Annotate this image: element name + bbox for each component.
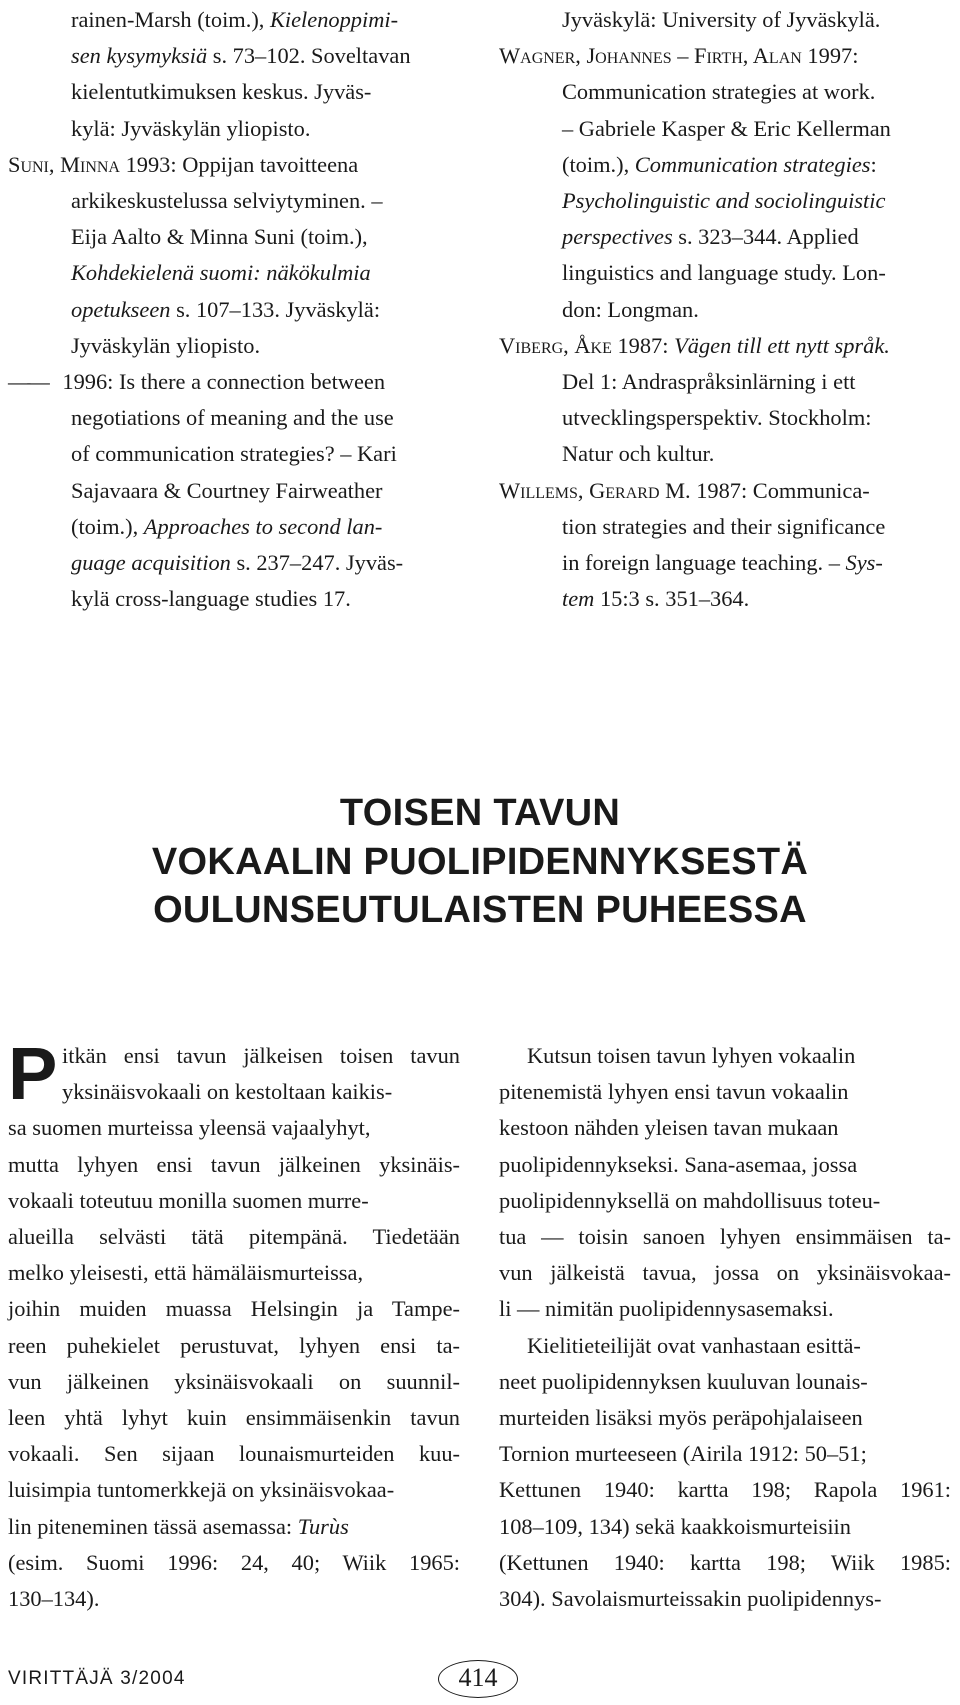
body-line: lin piteneminen tässä asemassa: Turùs: [8, 1513, 349, 1539]
reference-line: tem 15:3 s. 351–364.: [562, 586, 750, 612]
reference-willems: Willems, Gerard M. 1987: Communica-: [499, 477, 870, 503]
reference-author: Wagner, Johannes – Firth, Alan: [499, 43, 802, 69]
reference-wagner-firth: Wagner, Johannes – Firth, Alan 1997:: [499, 43, 859, 69]
reference-line: opetukseen s. 107–133. Jyväskylä:: [71, 296, 381, 322]
body-line: vokaali. Sen sijaan lounaismurteiden kuu-: [8, 1441, 460, 1467]
body-line: mutta lyhyen ensi tavun jälkeinen yksinäis-: [8, 1151, 460, 1177]
body-line: 108–109, 134) sekä kaakkoismurteisiin: [499, 1513, 851, 1539]
page-number: 414: [438, 1660, 518, 1698]
body-line: 304). Savolaismurteissakin puolipidennys-: [499, 1586, 882, 1612]
reference-line: negotiations of meaning and the use: [71, 405, 394, 431]
body-line: puolipidennykseksi. Sana-asemaa, jossa: [499, 1151, 858, 1177]
body-line: murteiden lisäksi myös peräpohjalaiseen: [499, 1405, 863, 1431]
reference-line: Kohdekielenä suomi: näkökulmia: [71, 260, 371, 286]
body-line: Kettunen 1940: kartta 198; Rapola 1961:: [499, 1477, 951, 1503]
body-line: pitenemistä lyhyen ensi tavun vokaalin: [499, 1079, 849, 1105]
drop-cap: P: [8, 1032, 58, 1115]
reference-suni-1993: Suni, Minna 1993: Oppijan tavoitteena: [8, 151, 359, 177]
article-body-left-column: [8, 1032, 460, 1617]
body-line: itkän ensi tavun jälkeisen toisen tavun: [62, 1043, 460, 1068]
reference-line: guage acquisition s. 237–247. Jyväs-: [71, 550, 404, 576]
reference-line: Del 1: Andraspråksinlärning i ett: [562, 369, 856, 395]
reference-author: Suni, Minna: [8, 151, 120, 177]
body-line: puolipidennyksellä on mahdollisuus toteu-: [499, 1187, 881, 1213]
body-line: neet puolipidennyksen kuuluvan lounais-: [499, 1368, 868, 1394]
reference-line: perspectives s. 323–344. Applied: [562, 224, 859, 250]
body-line: luisimpia tuntomerkkejä on yksinäisvokaa-: [8, 1477, 395, 1503]
reference-line: – Gabriele Kasper & Eric Kellerman: [562, 115, 891, 141]
body-line: reen puhekielet perustuvat, lyhyen ensi ta-: [8, 1332, 460, 1358]
body-line: vun jälkeistä tavua, jossa on yksinäisvokaa-: [499, 1260, 951, 1286]
reference-suni-1996: —— 1996: Is there a connection between: [8, 369, 386, 395]
body-line: vun jälkeinen yksinäisvokaali on suunnil-: [8, 1368, 460, 1394]
reference-line: utvecklingsperspektiv. Stockholm:: [562, 405, 872, 431]
reference-line: Communication strategies at work.: [562, 79, 876, 105]
body-line: 130–134).: [8, 1586, 100, 1612]
body-line: sa suomen murteissa yleensä vajaalyhyt,: [8, 1115, 371, 1141]
reference-line: (toim.), Approaches to second lan-: [71, 513, 383, 539]
article-title-line: TOISEN TAVUN: [339, 792, 621, 834]
references-left-column: [8, 2, 460, 617]
body-line: melko yleisesti, että hämäläismurteissa,: [8, 1260, 364, 1286]
body-line: kestoon nähden yleisen tavan mukaan: [499, 1115, 839, 1141]
reference-line: Psycholinguistic and sociolinguistic: [562, 188, 886, 214]
reference-line: in foreign language teaching. – Sys-: [562, 550, 883, 576]
body-line: Kutsun toisen tavun lyhyen vokaalin: [527, 1043, 856, 1068]
body-line: joihin muiden muassa Helsingin ja Tampe-: [8, 1296, 460, 1322]
reference-author: Willems, Gerard: [499, 477, 660, 503]
reference-line: kylä: Jyväskylän yliopisto.: [71, 115, 311, 141]
reference-line: Natur och kultur.: [562, 441, 715, 467]
reference-line: kylä cross-language studies 17.: [71, 586, 351, 612]
journal-footer: VIRITTÄJÄ 3/2004: [8, 1668, 186, 1689]
article-title-line: VOKAALIN PUOLIPIDENNYKSESTÄ: [151, 840, 809, 883]
body-line: Kielitieteilijät ovat vanhastaan esittä-: [527, 1332, 861, 1358]
article-title-line: OULUNSEUTULAISTEN PUHEESSA: [153, 889, 807, 931]
reference-line: kielentutkimuksen keskus. Jyväs-: [71, 79, 372, 105]
references-right-column: [499, 2, 959, 617]
reference-author: Viberg, Åke: [499, 332, 612, 358]
reference-line: don: Longman.: [562, 296, 699, 322]
reference-line: tion strategies and their significance: [562, 513, 886, 539]
body-line: vokaali toteutuu monilla suomen murre-: [8, 1187, 369, 1213]
body-line: leen yhtä lyhyt kuin ensimmäisenkin tavun: [8, 1405, 460, 1431]
body-line: Tornion murteeseen (Airila 1912: 50–51;: [499, 1441, 867, 1467]
reference-line: Jyväskylä: University of Jyväskylä.: [562, 7, 881, 32]
body-line: yksinäisvokaali on kestoltaan kaikis-: [62, 1079, 393, 1105]
reference-line: arkikeskustelussa selviytyminen. –: [71, 188, 383, 214]
body-line: alueilla selvästi tätä pitempänä. Tiedetään: [8, 1224, 460, 1250]
reference-viberg: Viberg, Åke 1987: Vägen till ett nytt språk.: [499, 332, 890, 358]
reference-line: of communication strategies? – Kari: [71, 441, 397, 467]
body-line: (esim. Suomi 1996: 24, 40; Wiik 1965:: [8, 1549, 460, 1575]
reference-line: (toim.), Communication strategies:: [562, 151, 877, 177]
body-line: tua — toisin sanoen lyhyen ensimmäisen ta-: [499, 1224, 951, 1250]
reference-dash: ——: [8, 369, 47, 395]
reference-line: rainen-Marsh (toim.), Kielenoppimi-: [71, 7, 399, 32]
reference-line: Jyväskylän yliopisto.: [71, 332, 261, 358]
reference-line: sen kysymyksiä s. 73–102. Soveltavan: [71, 43, 411, 69]
reference-line: linguistics and language study. Lon-: [562, 260, 886, 286]
reference-line: Sajavaara & Courtney Fairweather: [71, 477, 383, 503]
body-line: (Kettunen 1940: kartta 198; Wiik 1985:: [499, 1549, 951, 1575]
article-body-right-column: [499, 1038, 951, 1617]
reference-line: Eija Aalto & Minna Suni (toim.),: [71, 224, 368, 250]
body-line: li — nimitän puolipidennysasemaksi.: [499, 1296, 834, 1322]
article-title: [0, 789, 960, 935]
